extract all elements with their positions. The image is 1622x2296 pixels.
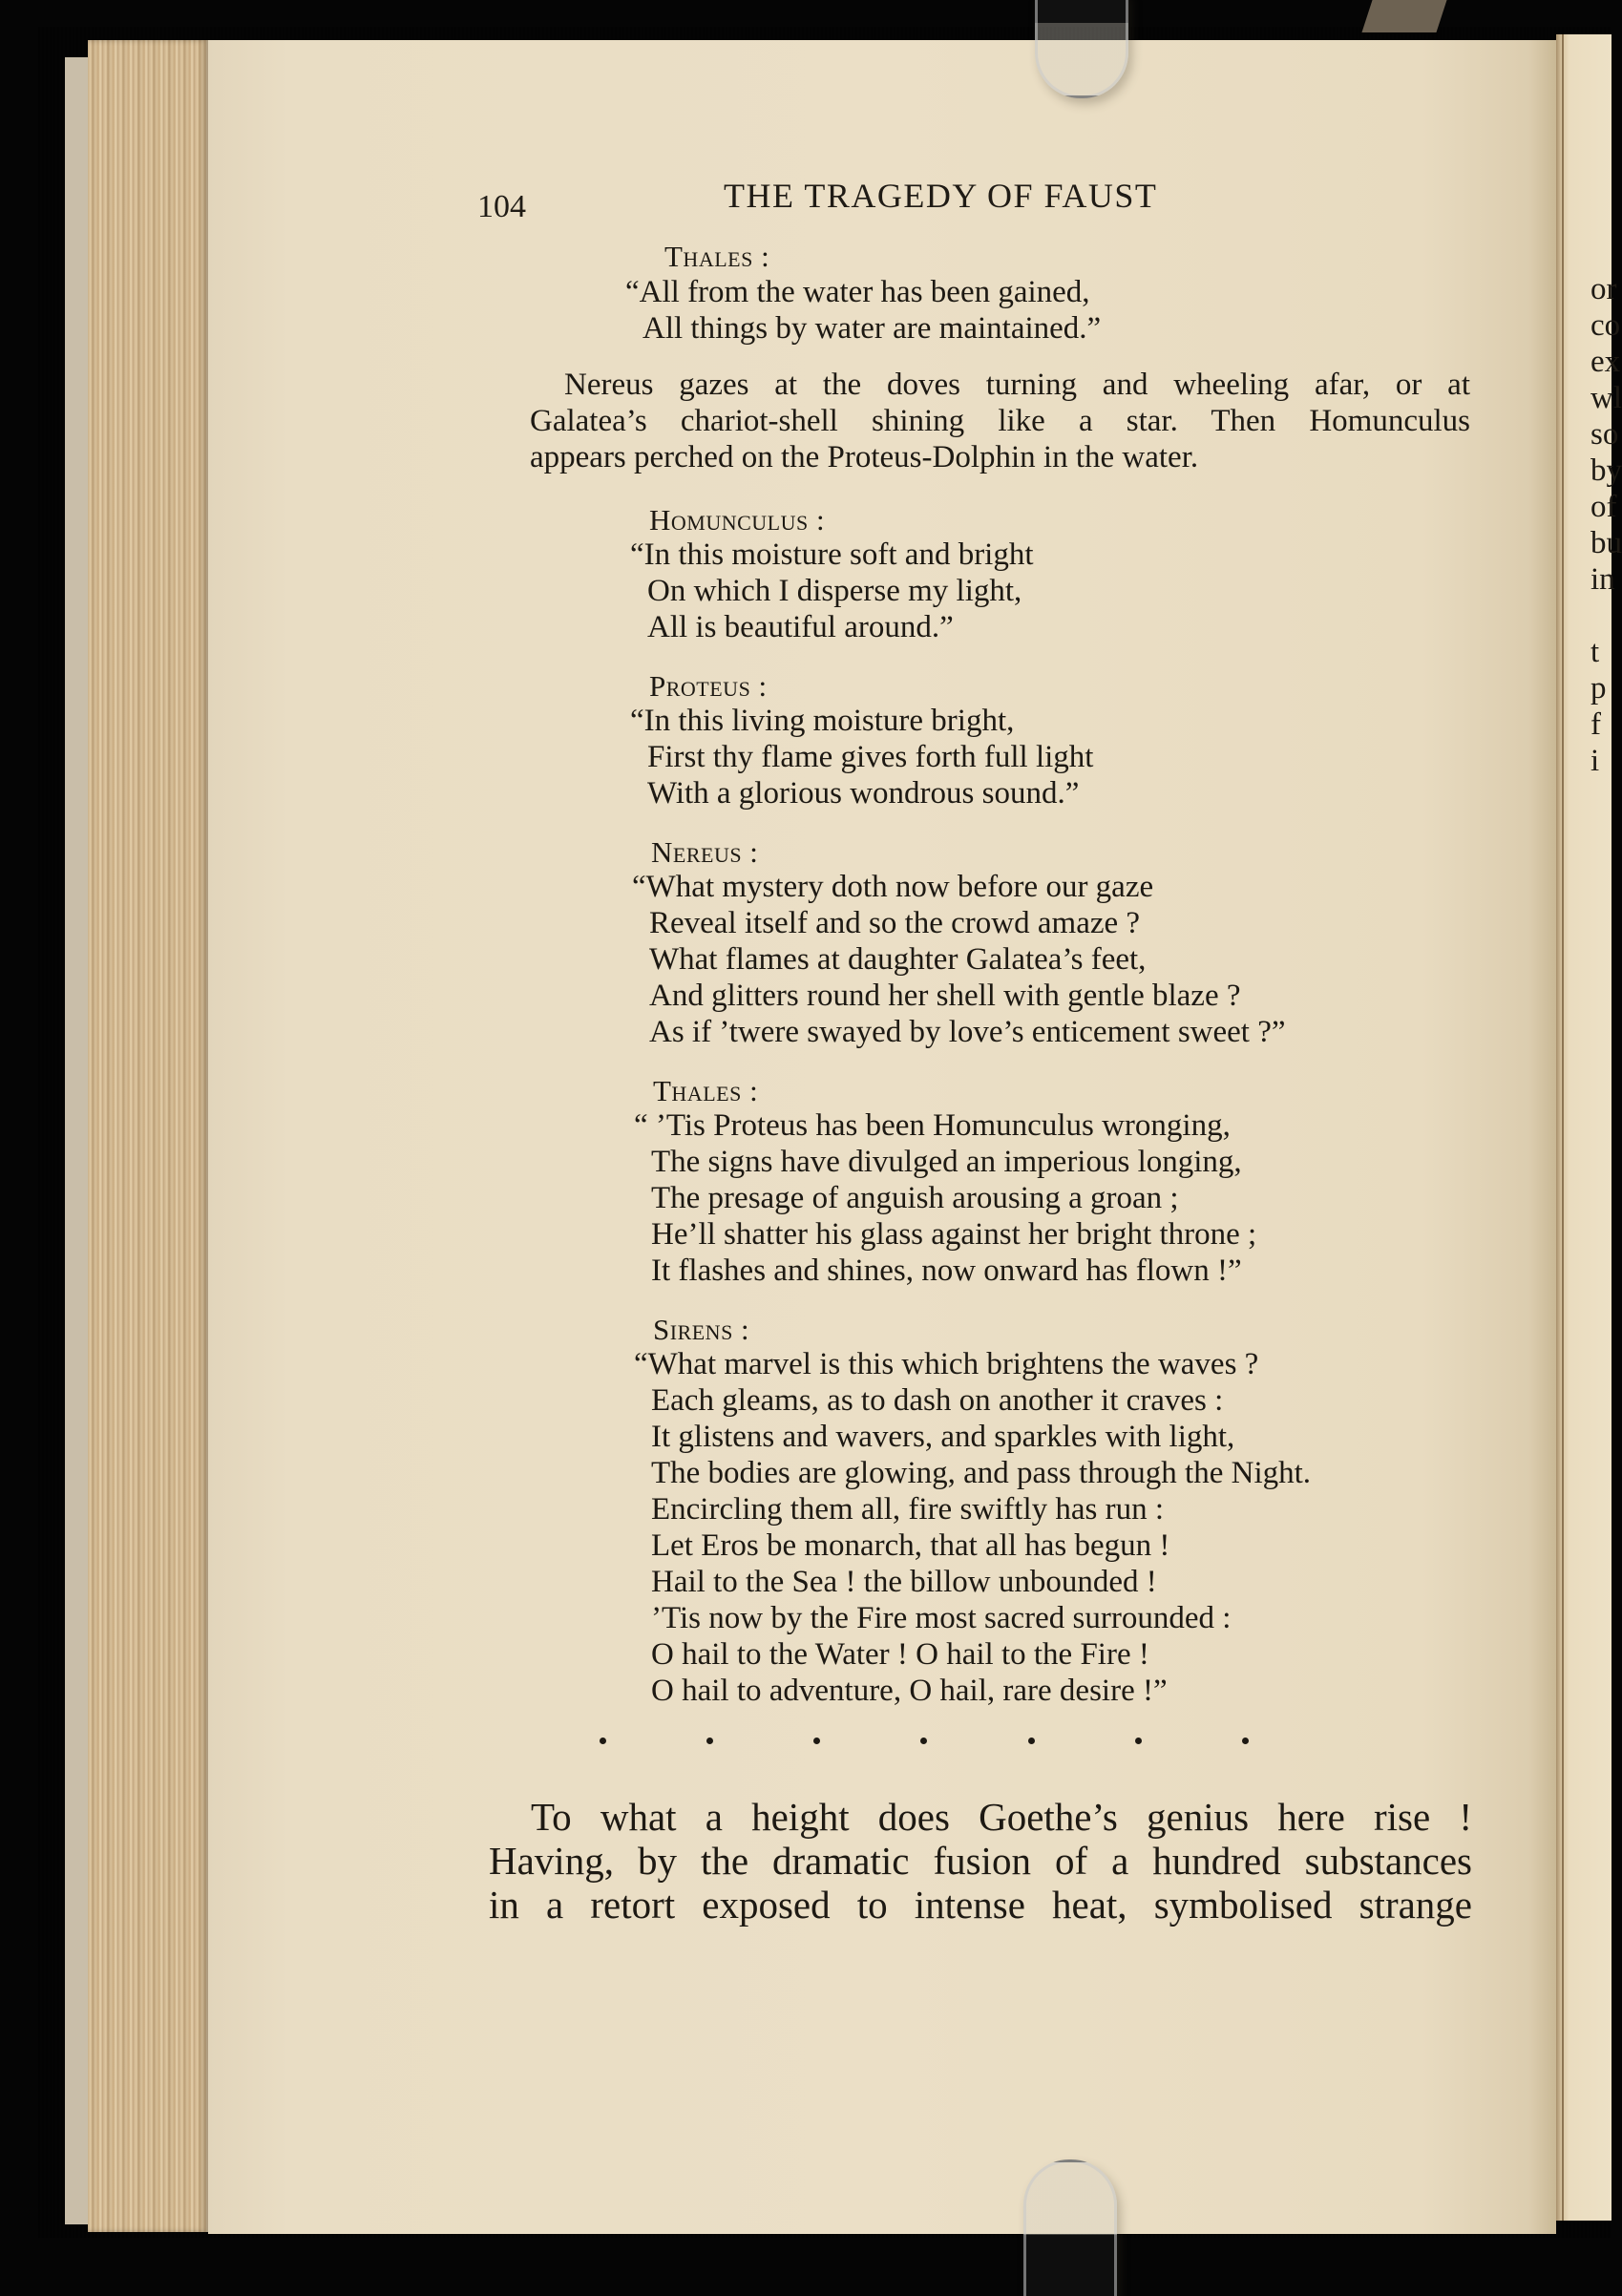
verse-line: ’Tis now by the Fire most sacred surrounded : bbox=[651, 1601, 1232, 1635]
clip-tab bbox=[1361, 0, 1446, 32]
ellipsis-dot bbox=[1028, 1738, 1035, 1744]
ellipsis-dot bbox=[706, 1738, 713, 1744]
verse-line: “In this moisture soft and bright bbox=[630, 537, 1034, 572]
ellipsis-dot bbox=[600, 1738, 606, 1744]
commentary-line: To what a height does Goethe’s genius here rise ! bbox=[531, 1795, 1472, 1839]
verse-line: As if ’twere swayed by love’s enticement sweet ?” bbox=[649, 1015, 1286, 1049]
verse-line: Let Eros be monarch, that all has begun ! bbox=[651, 1528, 1170, 1563]
facing-page-fragment: f bbox=[1590, 707, 1601, 742]
verse-thales-2 bbox=[634, 1107, 1256, 1289]
verse-line: Reveal itself and so the crowd amaze ? bbox=[649, 906, 1141, 940]
facing-page-fragment: bu bbox=[1590, 526, 1622, 560]
verse-line: The signs have divulged an imperious longing, bbox=[651, 1145, 1242, 1179]
verse-line: O hail to the Water ! O hail to the Fire ! bbox=[651, 1637, 1149, 1672]
speaker-thales: Thales : bbox=[653, 1074, 759, 1107]
verse-line: “ ’Tis Proteus has been Homunculus wronging, bbox=[634, 1108, 1231, 1143]
speaker-thales: Thales : bbox=[664, 240, 770, 273]
ellipsis-dot bbox=[920, 1738, 927, 1744]
prose-line: Galatea’s chariot-shell shining like a star. Then Homunculus bbox=[530, 404, 1470, 438]
verse-thales-1 bbox=[625, 274, 1101, 347]
verse-line: “All from the water has been gained, bbox=[625, 275, 1090, 309]
commentary-line: Having, by the dramatic fusion of a hundred substances bbox=[489, 1839, 1472, 1883]
facing-page-fragment: in bbox=[1590, 562, 1615, 597]
verse-homunculus bbox=[630, 537, 1034, 645]
cover-lining bbox=[65, 57, 88, 2224]
verse-line: What flames at daughter Galatea’s feet, bbox=[649, 942, 1147, 977]
page-number: 104 bbox=[477, 189, 526, 224]
facing-page-fragment: or bbox=[1590, 272, 1617, 306]
stage-direction bbox=[530, 367, 1470, 475]
verse-line: All is beautiful around.” bbox=[647, 610, 954, 644]
verse-line: First thy flame gives forth full light bbox=[647, 740, 1094, 774]
prose-line: appears perched on the Proteus-Dolphin in the water. bbox=[530, 440, 1199, 474]
top-page-clip bbox=[1035, 0, 1128, 98]
verse-nereus bbox=[632, 869, 1286, 1050]
speaker-sirens: Sirens : bbox=[653, 1313, 750, 1346]
verse-line: The presage of anguish arousing a groan ; bbox=[651, 1181, 1179, 1215]
verse-line: The bodies are glowing, and pass through the Night. bbox=[651, 1456, 1312, 1490]
facing-page-fragment: so bbox=[1590, 417, 1619, 452]
verse-line: Hail to the Sea ! the billow unbounded ! bbox=[651, 1565, 1157, 1599]
verse-line: Each gleams, as to dash on another it craves : bbox=[651, 1383, 1224, 1418]
verse-line: It glistens and wavers, and sparkles with light, bbox=[651, 1420, 1235, 1454]
ellipsis-dot bbox=[1135, 1738, 1142, 1744]
commentary-paragraph bbox=[489, 1795, 1472, 1927]
facing-page-fragment: ex bbox=[1590, 345, 1621, 379]
ellipsis-dot bbox=[813, 1738, 820, 1744]
facing-page-fragment: i bbox=[1590, 744, 1600, 778]
ellipsis-dot bbox=[1242, 1738, 1249, 1744]
prose-line: Nereus gazes at the doves turning and wheeling afar, or at bbox=[564, 368, 1470, 402]
facing-page bbox=[1556, 34, 1622, 2221]
bottom-page-clip bbox=[1023, 2159, 1117, 2296]
facing-page-fragment: t bbox=[1590, 635, 1600, 669]
section-break-ellipsis bbox=[600, 1738, 1249, 1744]
verse-line: Encircling them all, fire swiftly has run : bbox=[651, 1492, 1165, 1527]
verse-line: O hail to adventure, O hail, rare desire !” bbox=[651, 1674, 1168, 1708]
facing-page-fragment: by bbox=[1590, 453, 1622, 488]
verse-sirens bbox=[634, 1346, 1311, 1709]
facing-page-fragment: of bbox=[1590, 490, 1617, 524]
page-header bbox=[477, 176, 1241, 223]
verse-line: On which I disperse my light, bbox=[647, 574, 1022, 608]
verse-line: And glitters round her shell with gentle blaze ? bbox=[649, 979, 1241, 1013]
facing-page-fragment: wl bbox=[1590, 381, 1622, 415]
verse-line: All things by water are maintained.” bbox=[642, 311, 1102, 346]
facing-page-fragment: p bbox=[1590, 671, 1607, 706]
speaker-proteus: Proteus : bbox=[649, 669, 768, 703]
verse-line: “What mystery doth now before our gaze bbox=[632, 870, 1154, 904]
verse-line: He’ll shatter his glass against her bright throne ; bbox=[651, 1217, 1257, 1252]
page-edges bbox=[88, 40, 208, 2232]
verse-line: It flashes and shines, now onward has flown !” bbox=[651, 1253, 1242, 1288]
commentary-line: in a retort exposed to intense heat, symbolised strange bbox=[489, 1883, 1472, 1927]
verse-line: With a glorious wondrous sound.” bbox=[647, 776, 1080, 811]
speaker-homunculus: Homunculus : bbox=[649, 503, 826, 537]
page-gutter bbox=[1562, 34, 1564, 2221]
verse-proteus bbox=[630, 703, 1093, 811]
speaker-nereus: Nereus : bbox=[651, 835, 759, 869]
facing-page-fragment: co bbox=[1590, 308, 1621, 343]
verse-line: “In this living moisture bright, bbox=[630, 704, 1015, 738]
running-head: THE TRAGEDY OF FAUST bbox=[724, 177, 1158, 215]
verse-line: “What marvel is this which brightens the waves ? bbox=[634, 1347, 1259, 1381]
